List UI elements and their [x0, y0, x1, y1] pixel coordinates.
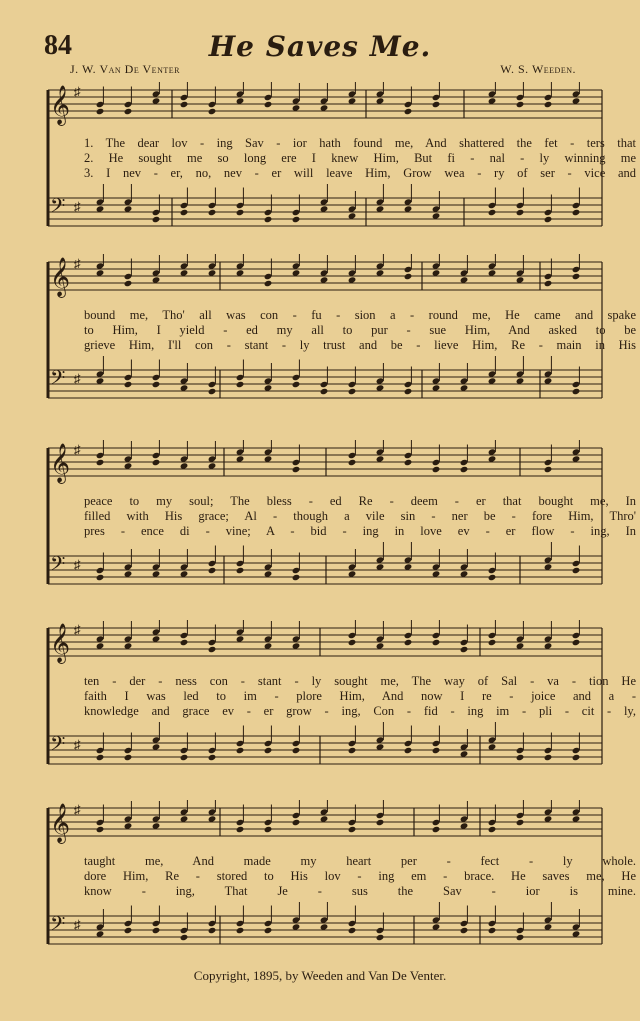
note-head [516, 101, 525, 108]
note-head [404, 388, 413, 395]
note-head [292, 819, 301, 826]
note-head [544, 754, 553, 761]
note-head [348, 639, 357, 646]
note-head [180, 639, 189, 646]
note-head [432, 101, 441, 108]
note-head [124, 108, 133, 115]
sharp-icon: ♯ [74, 256, 81, 271]
note-head [348, 459, 357, 466]
music-system [40, 82, 636, 252]
note-head [572, 567, 581, 574]
sharp-icon: ♯ [74, 917, 81, 932]
note-head [96, 754, 105, 761]
note-head [208, 388, 217, 395]
note-head [292, 747, 301, 754]
note-head [460, 927, 469, 934]
music-system [40, 800, 636, 970]
sharp-icon: ♯ [74, 622, 81, 637]
note-head [432, 639, 441, 646]
hymn-title: He Saves Me. [208, 30, 432, 63]
treble-clef-icon: 𝄞 [50, 623, 71, 663]
note-head [404, 639, 413, 646]
lyric-line: pres - ence di - vine; A - bid - ing in love ev - er flow - ing, In [84, 524, 636, 538]
note-head [264, 101, 273, 108]
note-head [404, 747, 413, 754]
note-head [236, 927, 245, 934]
lyric-line: peace to my soul; The bless - ed Re - deem - er that bought me, In [84, 494, 636, 508]
lyric-line: taught me, And made my heart per - fect - ly whole. [84, 854, 636, 868]
note-head [124, 280, 133, 287]
note-head [96, 826, 105, 833]
note-head [488, 927, 497, 934]
note-head [264, 280, 273, 287]
note-head [180, 934, 189, 941]
note-head [264, 927, 273, 934]
note-head [152, 381, 161, 388]
sharp-icon: ♯ [74, 442, 81, 457]
note-head [180, 754, 189, 761]
note-head [208, 567, 217, 574]
treble-clef-icon: 𝄞 [50, 85, 71, 125]
note-head [152, 216, 161, 223]
lyric-line: filled with His grace; Al - though a vile sin - ner be - fore Him, Thro' [84, 509, 636, 523]
note-head [96, 108, 105, 115]
sharp-icon: ♯ [74, 802, 81, 817]
lyric-line: to Him, I yield - ed my all to pur - sue Him, And asked to be [84, 323, 636, 337]
note-head [180, 101, 189, 108]
note-head [516, 934, 525, 941]
note-head [236, 381, 245, 388]
lyric-line: faith I was led to im - plore Him, And now I re - joice and a - [84, 689, 636, 703]
note-head [208, 754, 217, 761]
bass-clef-icon: 𝄢 [50, 732, 66, 760]
note-head [348, 388, 357, 395]
note-head [376, 819, 385, 826]
note-head [516, 209, 525, 216]
note-head [96, 459, 105, 466]
note-head [432, 826, 441, 833]
note-head [264, 747, 273, 754]
sharp-icon: ♯ [74, 557, 81, 572]
note-head [544, 466, 553, 473]
note-head [208, 646, 217, 653]
lyric-line: grieve Him, I'll con - stant - ly trust and be - lieve Him, Re - main in His [84, 338, 636, 352]
note-head [572, 639, 581, 646]
music-system [40, 440, 636, 610]
note-head [488, 639, 497, 646]
note-head [264, 826, 273, 833]
note-head [572, 273, 581, 280]
lyric-line: 1. The dear lov - ing Sav - ior hath found me, And shattered the fet - ters that [84, 136, 636, 150]
page-number: 84 [44, 30, 72, 61]
lyric-line: knowledge and grace ev - er grow - ing, Con - fid - ing im - pli - cit - ly, [84, 704, 636, 718]
bass-clef-icon: 𝄢 [50, 912, 66, 940]
lyric-line: dore Him, Re - stored to His lov - ing em - brace. He saves me, He [84, 869, 636, 883]
note-head [236, 209, 245, 216]
note-head [572, 209, 581, 216]
lyric-line: 2. He sought me so long ere I knew Him, But fi - nal - ly winning me [84, 151, 636, 165]
note-head [292, 466, 301, 473]
note-head [404, 459, 413, 466]
note-head [376, 934, 385, 941]
note-head [460, 646, 469, 653]
note-head [124, 927, 133, 934]
note-head [236, 567, 245, 574]
note-head [320, 388, 329, 395]
sharp-icon: ♯ [74, 199, 81, 214]
bass-clef-icon: 𝄢 [50, 194, 66, 222]
note-head [152, 927, 161, 934]
lyric-line: bound me, Tho' all was con - fu - sion a - round me, He came and spake [84, 308, 636, 322]
treble-clef-icon: 𝄞 [50, 257, 71, 297]
note-head [516, 819, 525, 826]
bass-clef-icon: 𝄢 [50, 366, 66, 394]
note-head [236, 826, 245, 833]
note-head [432, 466, 441, 473]
treble-clef-icon: 𝄞 [50, 443, 71, 483]
music-system [40, 620, 636, 790]
note-head [292, 574, 301, 581]
note-head [404, 273, 413, 280]
note-head [124, 381, 133, 388]
note-head [264, 216, 273, 223]
lyricist: J. W. Van De Venter [70, 62, 180, 76]
treble-clef-icon: 𝄞 [50, 803, 71, 843]
note-head [208, 209, 217, 216]
note-head [488, 574, 497, 581]
note-head [348, 747, 357, 754]
note-head [180, 209, 189, 216]
note-head [152, 459, 161, 466]
sharp-icon: ♯ [74, 737, 81, 752]
note-head [208, 927, 217, 934]
note-head [460, 466, 469, 473]
lyric-line: 3. I nev - er, no, nev - er will leave Him, Grow wea - ry of ser - vice and [84, 166, 636, 180]
copyright-notice: Copyright, 1895, by Weeden and Van De Venter. [193, 968, 447, 983]
note-head [292, 381, 301, 388]
note-head [572, 754, 581, 761]
note-head [432, 747, 441, 754]
note-head [544, 216, 553, 223]
bass-clef-icon: 𝄢 [50, 552, 66, 580]
note-head [488, 826, 497, 833]
note-head [348, 927, 357, 934]
note-head [124, 754, 133, 761]
note-head [208, 108, 217, 115]
note-head [404, 108, 413, 115]
note-head [488, 209, 497, 216]
lyric-line: ten - der - ness con - stant - ly sought me, The way of Sal - va - tion He [84, 674, 636, 688]
note-head [292, 216, 301, 223]
note-head [544, 280, 553, 287]
note-head [572, 388, 581, 395]
note-head [544, 101, 553, 108]
lyric-line: know - ing, That Je - sus the Sav - ior is mine. [84, 884, 636, 898]
note-head [348, 826, 357, 833]
sharp-icon: ♯ [74, 371, 81, 386]
music-system [40, 254, 636, 424]
note-head [516, 754, 525, 761]
note-head [96, 574, 105, 581]
composer: W. S. Weeden. [500, 62, 576, 76]
note-head [236, 747, 245, 754]
sharp-icon: ♯ [74, 84, 81, 99]
